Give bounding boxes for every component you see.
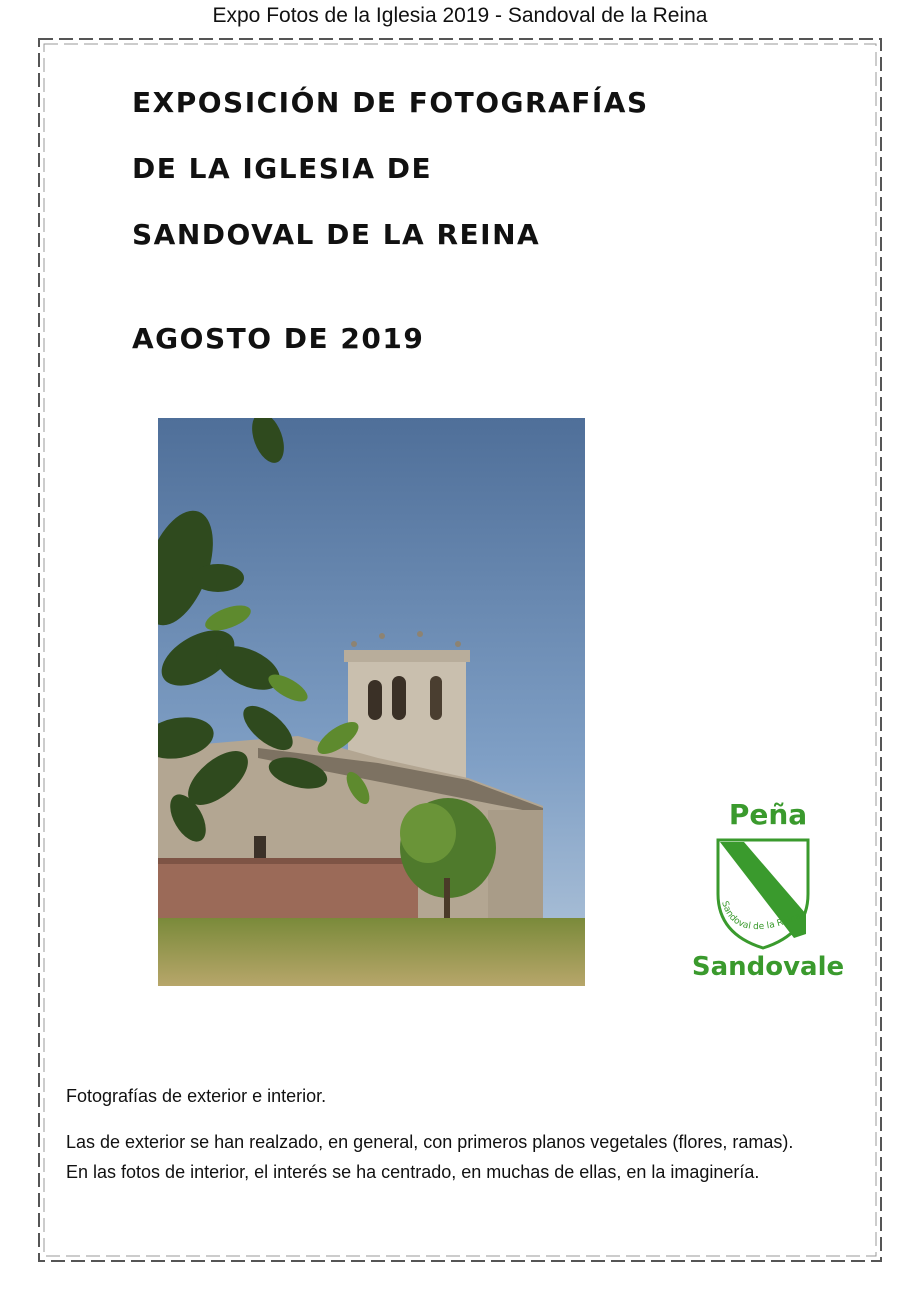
exhibition-date: AGOSTO DE 2019 <box>132 322 425 355</box>
title-line-2: DE LA IGLESIA DE <box>132 152 433 185</box>
body-paragraph-2-line-1: Las de exterior se han realzado, en general, con primeros planos vegetales (flores, ramas). <box>66 1132 794 1152</box>
body-paragraph-2-line-2: En las fotos de interior, el interés se ha centrado, en muchas de ellas, en la imaginería. <box>66 1162 760 1182</box>
logo-arc-text: Sandoval de la Reina <box>719 900 803 933</box>
body-paragraph-1: Fotografías de exterior e interior. <box>66 1086 327 1106</box>
logo-top-text: Peña <box>728 798 808 831</box>
church-photo <box>158 418 585 986</box>
title-line-3: SANDOVAL DE LA REINA <box>132 218 541 251</box>
document-header: Expo Fotos de la Iglesia 2019 - Sandoval de la Reina <box>212 4 708 27</box>
logo-shield-icon <box>714 838 822 950</box>
title-line-1: EXPOSICIÓN DE FOTOGRAFÍAS <box>132 86 649 119</box>
pena-sandovale-logo <box>690 798 846 988</box>
logo-bottom-text: Sandovale <box>691 952 845 982</box>
